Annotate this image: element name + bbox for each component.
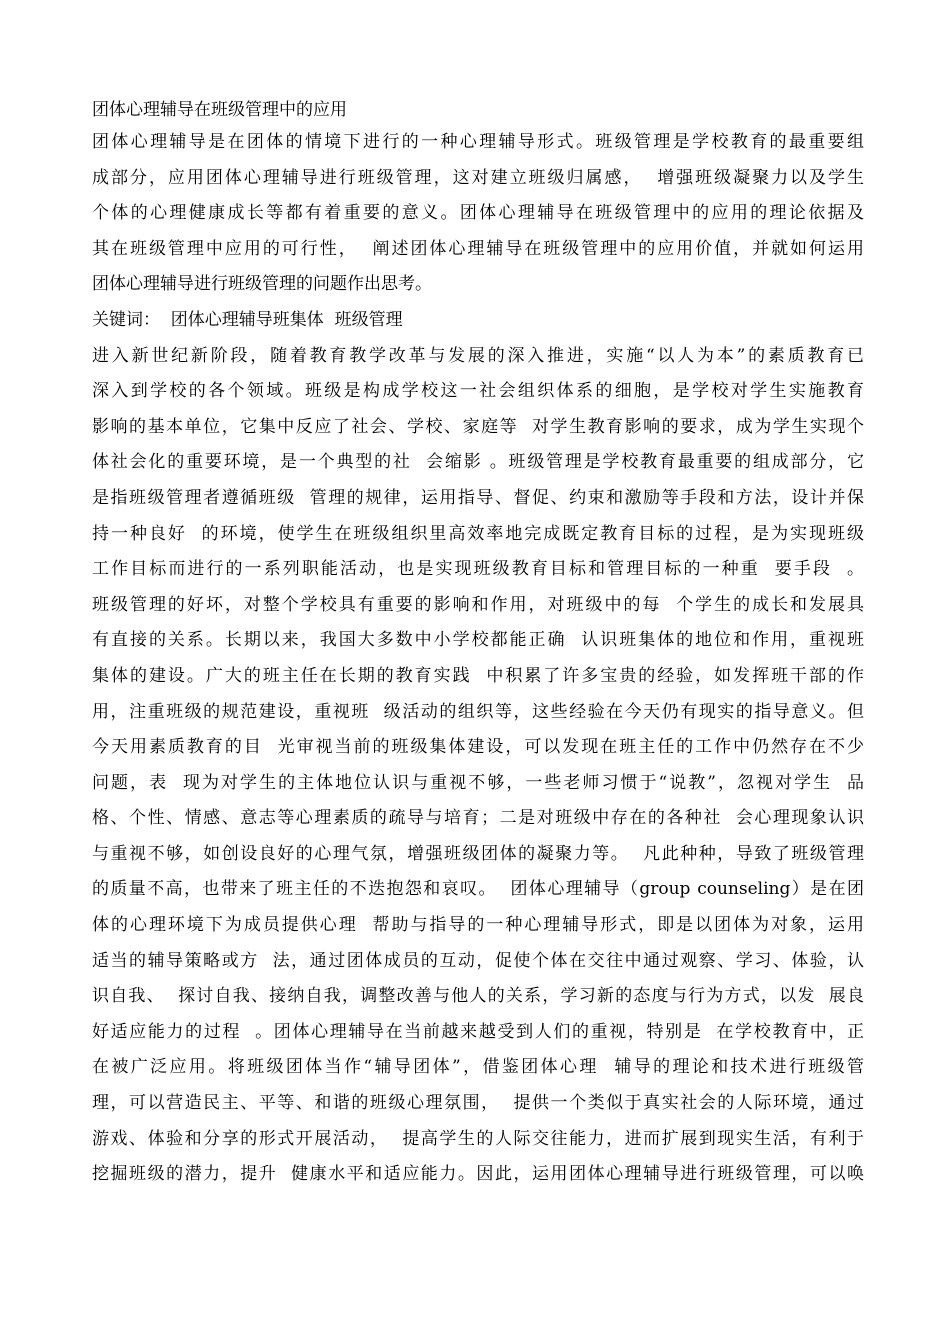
- abstract-line: 团体心理辅导是在团体的情境下进行的一种心理辅导形式。班级管理是学校教育的最重要组: [92, 132, 864, 152]
- body-line: 深入到学校的各个领域。班级是构成学校这一社会组织体系的细胞，是学校对学生实施教育: [92, 381, 864, 402]
- keywords-line: 关键词： 团体心理辅导班集体 班级管理: [92, 309, 403, 330]
- body-line: 影响的基本单位，它集中反应了社会、学校、家庭等 对学生教育影响的要求，成为学生实现个: [92, 416, 864, 437]
- body-line: 班级管理的好坏，对整个学校具有重要的影响和作用，对班级中的每 个学生的成长和发展具: [92, 594, 864, 615]
- abstract-line-last: 团体心理辅导进行班级管理的问题作出思考。: [92, 274, 432, 295]
- body-line: 理，可以营造民主、平等、和谐的班级心理氛围， 提供一个类似于真实社会的人际环境，通过: [92, 1093, 864, 1114]
- abstract-line: 其在班级管理中应用的可行性， 阐述团体心理辅导在班级管理中的应用价值，并就如何运用: [92, 238, 864, 259]
- body-line: 体的心理环境下为成员提供心理 帮助与指导的一种心理辅导形式，即是以团体为对象，运用: [92, 915, 864, 936]
- abstract-line: 个体的心理健康成长等都有着重要的意义。团体心理辅导在班级管理中的应用的理论依据及: [92, 203, 864, 224]
- body-line: 体社会化的重要环境，是一个典型的社 会缩影 。班级管理是学校教育最重要的组成部分，它: [92, 452, 864, 473]
- body-line: 与重视不够，如创设良好的心理气氛，增强班级团体的凝聚力等。 凡此种种，导致了班级管理: [92, 843, 864, 864]
- body-line: 是指班级管理者遵循班级 管理的规律，运用指导、督促、约束和激励等手段和方法，设计并保: [92, 487, 864, 508]
- body-line: 用，注重班级的规范建设，重视班 级活动的组织等，这些经验在今天仍有现实的指导意义。但: [92, 701, 864, 722]
- body-line: 的质量不高，也带来了班主任的不迭抱怨和哀叹。 团体心理辅导（group counseling）是在团: [92, 879, 864, 900]
- document-title: 团体心理辅导在班级管理中的应用: [92, 100, 347, 120]
- body-line: 好适应能力的过程 。团体心理辅导在当前越来越受到人们的重视，特别是 在学校教育中，正: [92, 1021, 864, 1042]
- body-line: 集体的建设。广大的班主任在长期的教育实践 中积累了许多宝贵的经验，如发挥班干部的作: [92, 665, 864, 686]
- body-line: 持一种良好 的环境，使学生在班级组织里高效率地完成既定教育目标的过程，是为实现班级: [92, 523, 864, 544]
- body-line: 今天用素质教育的目 光审视当前的班级集体建设，可以发现在班主任的工作中仍然存在不少: [92, 737, 864, 758]
- body-line: 在被广泛应用。将班级团体当作“辅导团体”，借鉴团体心理 辅导的理论和技术进行班级管: [92, 1057, 864, 1078]
- abstract-line: 成部分，应用团体心理辅导进行班级管理，这对建立班级归属感， 增强班级凝聚力以及学生: [92, 167, 864, 188]
- body-line: 问题，表 现为对学生的主体地位认识与重视不够，一些老师习惯于“说教”，忽视对学生 品: [92, 772, 864, 793]
- document-text: [92, 96, 864, 1193]
- body-line: 格、个性、情感、意志等心理素质的疏导与培育；二是对班级中存在的各种社 会心理现象认识: [92, 808, 864, 829]
- body-line: 挖掘班级的潜力，提升 健康水平和适应能力。因此，运用团体心理辅导进行班级管理，可以唤: [92, 1164, 864, 1185]
- body-line: 进入新世纪新阶段，随着教育教学改革与发展的深入推进，实施“以人为本”的素质教育已: [92, 345, 864, 366]
- body-line: 适当的辅导策略或方 法，通过团体成员的互动，促使个体在交往中通过观察、学习、体验，认: [92, 950, 864, 971]
- body-line: 识自我、 探讨自我、接纳自我，调整改善与他人的关系，学习新的态度与行为方式，以发 展良: [92, 986, 864, 1007]
- body-line: 工作目标而进行的一系列职能活动，也是实现班级教育目标和管理目标的一种重 要手段 。: [92, 559, 864, 580]
- body-line: 游戏、体验和分享的形式开展活动， 提高学生的人际交往能力，进而扩展到现实生活，有利于: [92, 1128, 864, 1149]
- body-line: 有直接的关系。长期以来，我国大多数中小学校都能正确 认识班集体的地位和作用，重视班: [92, 630, 864, 651]
